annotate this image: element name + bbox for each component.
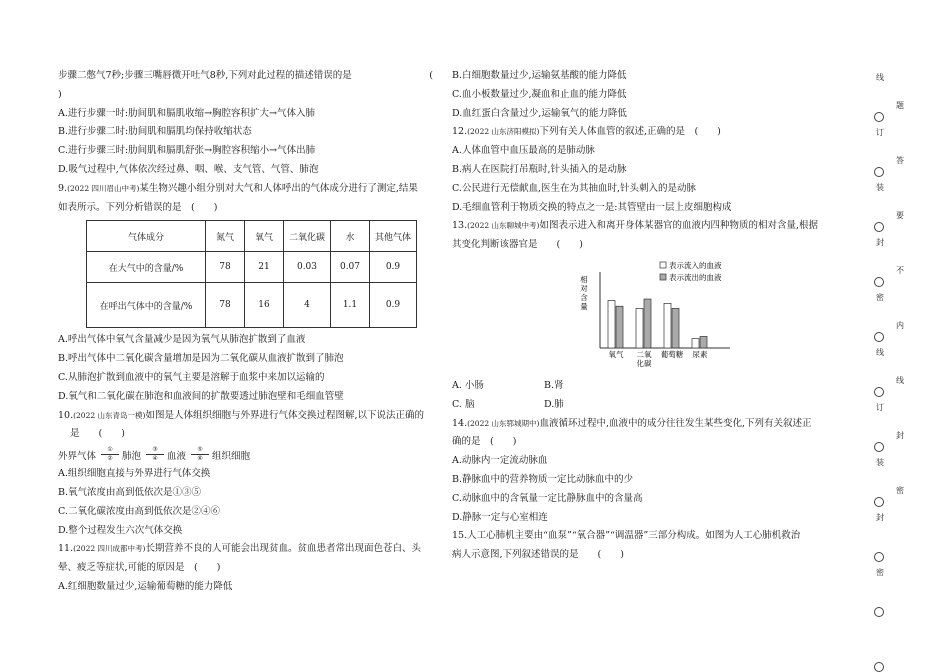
binding-margin-text: 要 bbox=[896, 211, 904, 220]
chart-bar bbox=[636, 308, 643, 348]
table-cell: 78 bbox=[206, 283, 245, 328]
q10-option-d: D.整个过程发生六次气体交换 bbox=[58, 524, 183, 536]
q12-source: (2022 山东济阳模拟) bbox=[467, 127, 540, 137]
chart-bar bbox=[608, 300, 615, 348]
q12-option-d: D.毛细血管利于物质交换的特点之一是:其管壁由一层上皮细胞构成 bbox=[452, 201, 732, 213]
diagram-node-outside-air: 外界气体 bbox=[58, 451, 97, 463]
q8-option-d: D.吸气过程中,气体依次经过鼻、咽、喉、支气管、气管、肺泡 bbox=[58, 163, 319, 175]
binding-margin-text: 装 bbox=[876, 183, 884, 192]
table-cell: 1.1 bbox=[331, 283, 370, 328]
q14-option-d: D.静脉一定与心室相连 bbox=[452, 511, 548, 523]
q12-number: 12. bbox=[452, 126, 468, 138]
q11-number: 11. bbox=[58, 543, 74, 555]
arrow-label-3: ③ bbox=[152, 446, 158, 454]
q11-option-b: B.白细胞数量过少,运输氨基酸的能力降低 bbox=[452, 70, 627, 81]
q12-option-b: B.病人在医院打吊瓶时,针头插入的是动脉 bbox=[452, 163, 627, 175]
table-row bbox=[87, 252, 417, 283]
binding-margin-text: 封 bbox=[876, 513, 884, 522]
gas-exchange-diagram bbox=[58, 447, 443, 462]
table-header-cell: 其他气体 bbox=[370, 221, 417, 252]
arrow-label-6: ⑥ bbox=[197, 455, 203, 463]
q13-option-a: A. 小肠 bbox=[452, 379, 484, 391]
q8-stem-text: 步骤二憋气7秒;步骤三嘴唇微开吐气8秒,下列对此过程的描述错误的是 bbox=[58, 70, 352, 81]
table-header-cell: 二氧化碳 bbox=[284, 221, 331, 252]
binding-hole-circle bbox=[874, 552, 884, 562]
table-cell: 0.9 bbox=[370, 283, 417, 328]
q12-text: 下列有关人体血管的叙述,正确的是 ( ) bbox=[539, 126, 721, 138]
q8-paren-close: ) bbox=[58, 88, 62, 100]
q12-stem bbox=[452, 126, 842, 139]
binding-margin-text: 不 bbox=[896, 266, 904, 275]
table-header-cell: 氧气 bbox=[245, 221, 284, 252]
binding-hole-circle bbox=[874, 222, 884, 232]
diagram-arrow-1 bbox=[101, 447, 119, 462]
table-cell: 16 bbox=[245, 283, 284, 328]
q9-source: (2022 四川眉山中考) bbox=[67, 183, 140, 193]
q11-stem bbox=[58, 543, 443, 556]
q14-option-a: A.动脉内一定流动脉血 bbox=[452, 455, 548, 467]
q10-source: (2022 山东青岛一模) bbox=[73, 410, 146, 420]
legend-label: 表示流入的血液 bbox=[669, 260, 722, 270]
binding-hole-circle bbox=[874, 167, 884, 177]
table-header-row bbox=[87, 221, 417, 252]
q9-option-c: C.从肺泡扩散到血液中的氧气主要是溶解于血浆中来加以运输的 bbox=[58, 371, 325, 383]
table-cell: 在呼出气体中的含量/% bbox=[87, 283, 206, 328]
q8-option-c: C.进行步骤三时:肋间肌和膈肌舒张→胸腔容积缩小→气体出肺 bbox=[58, 145, 316, 157]
q8-paren-open: ( bbox=[429, 70, 433, 81]
q11-source: (2022 四川成都中考) bbox=[73, 544, 146, 554]
diagram-arrow-3 bbox=[191, 447, 209, 462]
y-axis-label-char: 相 bbox=[580, 274, 588, 284]
binding-margin-text: 线 bbox=[876, 348, 884, 357]
legend-swatch bbox=[660, 274, 666, 280]
q11-stem-2: 晕、疲乏等症状,可能的原因是 ( ) bbox=[58, 562, 221, 574]
binding-margin-text: 密 bbox=[896, 486, 904, 495]
binding-margin-text: 封 bbox=[896, 431, 904, 440]
q8-option-b: B.进行步骤二时:肋间肌和膈肌均保持收缩状态 bbox=[58, 126, 252, 138]
q13-option-c: C. 脑 bbox=[452, 398, 475, 410]
q13-number: 13. bbox=[452, 220, 468, 232]
q10-number: 10. bbox=[58, 409, 74, 421]
legend-swatch bbox=[660, 262, 666, 268]
y-axis-label-char: 含 bbox=[580, 292, 588, 302]
diagram-node-alveoli: 肺泡 bbox=[122, 451, 142, 463]
binding-hole-circle bbox=[874, 662, 884, 672]
q14-source: (2022 山东郓城期中) bbox=[467, 418, 540, 428]
chart-bar bbox=[616, 306, 623, 348]
arrow-label-2: ② bbox=[107, 455, 113, 463]
chart-bar bbox=[664, 303, 671, 348]
diagram-arrow-2 bbox=[146, 447, 164, 462]
diagram-node-tissue-cells: 组织细胞 bbox=[212, 451, 251, 463]
q11-option-c: C.血小板数量过少,凝血和止血的能力降低 bbox=[452, 88, 627, 100]
q9-option-d: D.氧气和二氧化碳在肺泡和血液间的扩散要透过肺泡壁和毛细血管壁 bbox=[58, 390, 344, 402]
binding-margin-text: 密 bbox=[876, 293, 884, 302]
chart-bar bbox=[672, 308, 679, 348]
q14-option-c: C.动脉血中的含氧量一定比静脉血中的含量高 bbox=[452, 492, 643, 504]
q13-options-row-1 bbox=[452, 380, 842, 393]
binding-hole-circle bbox=[874, 387, 884, 397]
q9-number: 9. bbox=[58, 182, 68, 194]
q9-option-a: A.呼出气体中氧气含量减少是因为氧气从肺泡扩散到了血液 bbox=[58, 334, 306, 346]
x-tick-label: 氧气 bbox=[608, 349, 624, 359]
q14-number: 14. bbox=[452, 417, 468, 429]
binding-hole-circle bbox=[874, 497, 884, 507]
q9-stem bbox=[58, 183, 443, 196]
q8-option-a: A.进行步骤一时:肋间肌和膈肌收缩→胸腔容积扩大→气体入肺 bbox=[58, 107, 316, 119]
table-cell: 4 bbox=[284, 283, 331, 328]
q9-option-b: B.呼出气体中二氧化碳含量增加是因为二氧化碳从血液扩散到了肺泡 bbox=[58, 353, 344, 365]
table-header-cell: 氮气 bbox=[206, 221, 245, 252]
q13-chart bbox=[560, 258, 760, 370]
arrow-label-1: ① bbox=[107, 446, 113, 454]
binding-margin-text: 订 bbox=[876, 128, 884, 137]
q13-option-b: B.肾 bbox=[544, 379, 564, 391]
q15-stem-2: 病人示意图,下列叙述错误的是 ( ) bbox=[452, 549, 624, 561]
legend-label: 表示流出的血液 bbox=[669, 272, 722, 282]
q13-text: 如图表示进入和离开身体某器官的血液内四种物质的相对含量,根据 bbox=[539, 220, 818, 232]
x-tick-label: 尿素 bbox=[692, 349, 708, 359]
table-cell: 0.07 bbox=[331, 252, 370, 283]
binding-hole-circle bbox=[874, 332, 884, 342]
binding-margin-text: 线 bbox=[876, 73, 884, 82]
table-cell: 21 bbox=[245, 252, 284, 283]
binding-margin-text: 题 bbox=[896, 101, 904, 110]
q10-stem bbox=[58, 410, 443, 423]
q10-option-c: C.二氧化碳浓度由高到低依次是②④⑥ bbox=[58, 505, 220, 517]
q9-text: 某生物兴趣小组分别对大气和人体呼出的气体成分进行了测定,结果 bbox=[139, 182, 418, 194]
q14-stem bbox=[452, 418, 842, 431]
q8-stem-line bbox=[58, 70, 443, 83]
binding-margin-text: 封 bbox=[876, 238, 884, 247]
q14-option-b: B.静脉血中的营养物质一定比动脉血中的少 bbox=[452, 473, 634, 485]
binding-hole-circle bbox=[874, 277, 884, 287]
binding-hole-circle bbox=[874, 112, 884, 122]
binding-margin-text: 线 bbox=[896, 376, 904, 385]
arrow-label-4: ④ bbox=[152, 455, 158, 463]
table-cell: 0.03 bbox=[284, 252, 331, 283]
q13-stem-2: 其变化判断该器官是 ( ) bbox=[452, 239, 583, 251]
right-column bbox=[452, 70, 842, 568]
binding-margin-text: 密 bbox=[876, 568, 884, 577]
q14-stem-2: 确的是 ( ) bbox=[452, 436, 517, 448]
gas-table bbox=[86, 220, 417, 328]
q10-text: 如图是人体组织细胞与外界进行气体交换过程图解,以下说法正确的 bbox=[145, 409, 424, 421]
q10-option-b: B.氧气浓度由高到低依次是①③⑤ bbox=[58, 486, 202, 498]
q13-options-row-2 bbox=[452, 399, 842, 412]
binding-hole-circle bbox=[874, 442, 884, 452]
table-row bbox=[87, 283, 417, 328]
binding-margin bbox=[860, 60, 910, 672]
chart-bar bbox=[700, 336, 707, 348]
x-tick-label-line2: 化碳 bbox=[636, 358, 652, 368]
x-tick-label: 葡萄糖 bbox=[660, 349, 684, 359]
chart-bar bbox=[644, 299, 651, 348]
binding-hole-circle bbox=[874, 607, 884, 617]
q15-stem: 15.人工心肺机主要由“血泵”“氧合器”“调温器”三部分构成。如图为人工心肺机救治 bbox=[452, 530, 801, 542]
q9-stem-2: 如表所示。下列分析错误的是 ( ) bbox=[58, 201, 218, 213]
left-column bbox=[58, 70, 443, 600]
diagram-node-blood: 血液 bbox=[167, 451, 187, 463]
q10-stem-2: 是 ( ) bbox=[70, 428, 125, 440]
arrow-label-5: ⑤ bbox=[197, 446, 203, 454]
binding-margin-text: 内 bbox=[896, 321, 904, 330]
x-tick-label: 二氧 bbox=[636, 349, 652, 359]
binding-margin-text: 装 bbox=[876, 458, 884, 467]
q13-source: (2022 山东聊城中考) bbox=[467, 221, 540, 231]
table-cell: 0.9 bbox=[370, 252, 417, 283]
q12-option-c: C.公民进行无偿献血,医生在为其抽血时,针头刺入的是动脉 bbox=[452, 182, 696, 194]
q13-bar-chart bbox=[560, 258, 760, 370]
y-axis-label-char: 对 bbox=[580, 283, 588, 293]
q11-option-d: D.血红蛋白含量过少,运输氧气的能力降低 bbox=[452, 107, 627, 119]
table-header-cell: 水 bbox=[331, 221, 370, 252]
table-cell: 78 bbox=[206, 252, 245, 283]
table-cell: 在大气中的含量/% bbox=[87, 252, 206, 283]
chart-bar bbox=[692, 339, 699, 348]
binding-margin-text: 答 bbox=[896, 156, 904, 165]
q11-text: 长期营养不良的人可能会出现贫血。贫血患者常出现面色苍白、头 bbox=[145, 543, 421, 555]
q11-option-a: A.红细胞数量过少,运输葡萄糖的能力降低 bbox=[58, 580, 233, 592]
q13-option-d: D.肺 bbox=[544, 398, 564, 410]
q13-stem bbox=[452, 220, 842, 233]
y-axis-label-char: 量 bbox=[580, 301, 588, 311]
binding-margin-text: 订 bbox=[876, 403, 884, 412]
q14-text: 血液循环过程中,血液中的成分往往发生某些变化,下列有关叙述正 bbox=[539, 417, 812, 429]
table-header-cell: 气体成分 bbox=[87, 221, 206, 252]
q10-option-a: A.组织细胞直接与外界进行气体交换 bbox=[58, 468, 211, 480]
q12-option-a: A.人体血管中血压最高的是肺动脉 bbox=[452, 145, 595, 157]
